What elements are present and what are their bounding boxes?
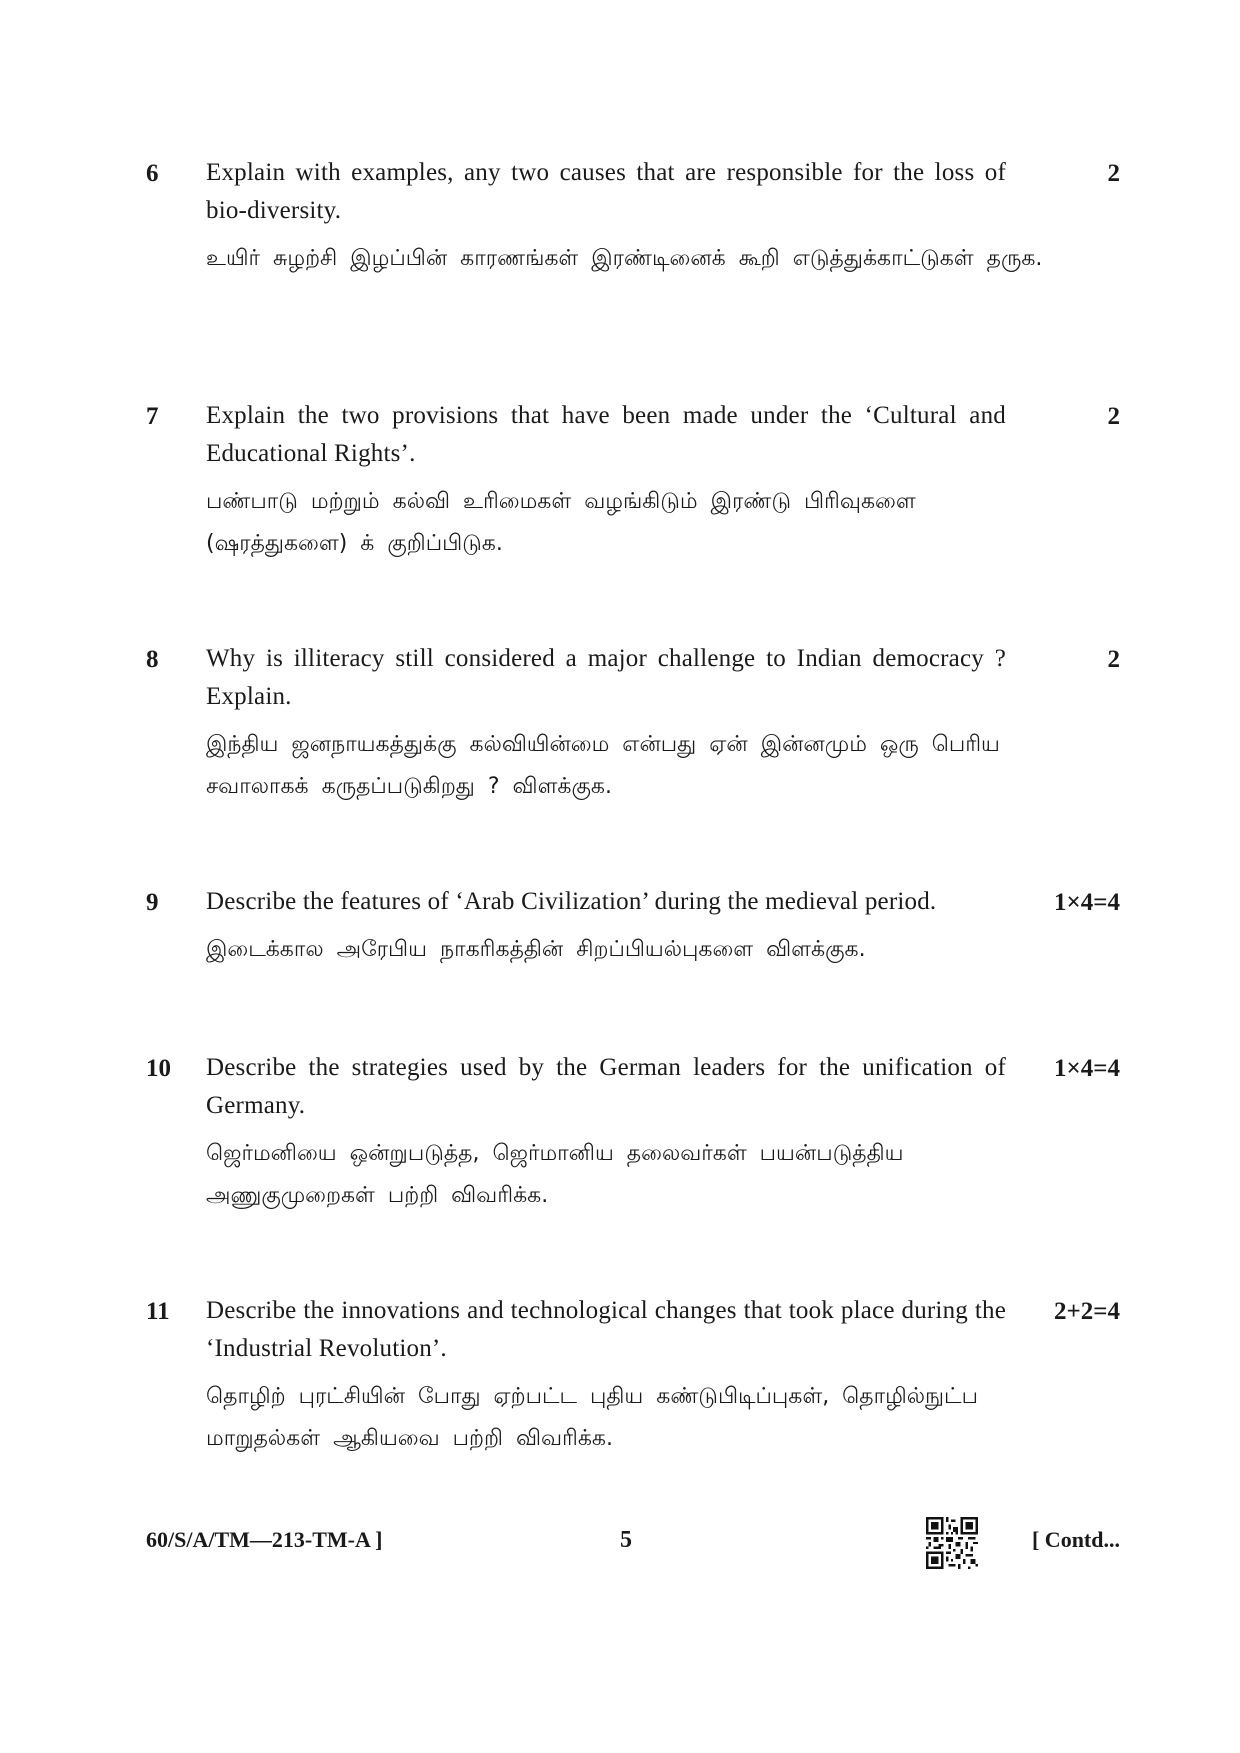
question-text-tamil: இடைக்கால அரேபிய நாகரிகத்தின் சிறப்பியல்புகளை விளக்குக. xyxy=(206,937,866,962)
question-number: 7 xyxy=(146,403,159,430)
question-marks: 2 xyxy=(1107,403,1120,430)
question-number: 10 xyxy=(146,1055,171,1082)
question-text-tamil: ஜெர்மனியை ஒன்றுபடுத்த, ஜெர்மானிய தலைவர்கள் பயன்படுத்திய அணுகுமுறைகள் பற்றி விவரிக்க. xyxy=(206,1141,904,1208)
question-marks: 2 xyxy=(1107,646,1120,673)
question-number: 6 xyxy=(146,160,159,187)
question-text-tamil: பண்பாடு மற்றும் கல்வி உரிமைகள் வழங்கிடும் இரண்டு பிரிவுகளை (ஷரத்துகளை) க் குறிப்பிடுக. xyxy=(206,489,916,556)
question-text-tamil: இந்திய ஜனநாயகத்துக்கு கல்வியின்மை என்பது ஏன் இன்னமும் ஒரு பெரிய சவாலாகக் கருதப்படுகிறது ? விளக்குக. xyxy=(206,732,1000,799)
page-number: 5 xyxy=(620,1527,632,1553)
continued-label: [ Contd... xyxy=(1031,1527,1120,1552)
question-number: 11 xyxy=(146,1298,170,1325)
question-text-english: Describe the innovations and technological changes that took place during the ‘Industrial Revolution’. xyxy=(206,1297,1006,1362)
question-text-english: Explain the two provisions that have been made under the ‘Cultural and Educational Rights’. xyxy=(206,402,1006,467)
question-text-tamil: தொழிற் புரட்சியின் போது ஏற்பட்ட புதிய கண்டுபிடிப்புகள், தொழில்நுட்ப மாறுதல்கள் ஆகியவை பற்றி விவரிக்க. xyxy=(206,1384,978,1451)
question-marks: 1×4=4 xyxy=(1054,1055,1120,1082)
question-text-english: Why is illiteracy still considered a major challenge to Indian democracy ? Explain. xyxy=(206,645,1006,710)
question-text-english: Describe the features of ‘Arab Civilization’ during the medieval period. xyxy=(206,888,937,915)
qr-code-icon xyxy=(926,1517,978,1569)
page-footer xyxy=(0,1527,1240,1587)
question-marks: 2+2=4 xyxy=(1054,1298,1120,1325)
question-text-english: Describe the strategies used by the German leaders for the unification of Germany. xyxy=(206,1054,1006,1119)
question-marks: 2 xyxy=(1107,160,1120,187)
question-text-tamil: உயிர் சுழற்சி இழப்பின் காரணங்கள் இரண்டினைக் கூறி எடுத்துக்காட்டுகள் தருக. xyxy=(206,246,1043,271)
question-number: 9 xyxy=(146,889,159,916)
paper-code: 60/S/A/TM—213-TM-A ] xyxy=(146,1527,383,1552)
question-marks: 1×4=4 xyxy=(1054,889,1120,916)
question-text-english: Explain with examples, any two causes that are responsible for the loss of bio-diversity. xyxy=(206,159,1006,224)
question-number: 8 xyxy=(146,646,159,673)
